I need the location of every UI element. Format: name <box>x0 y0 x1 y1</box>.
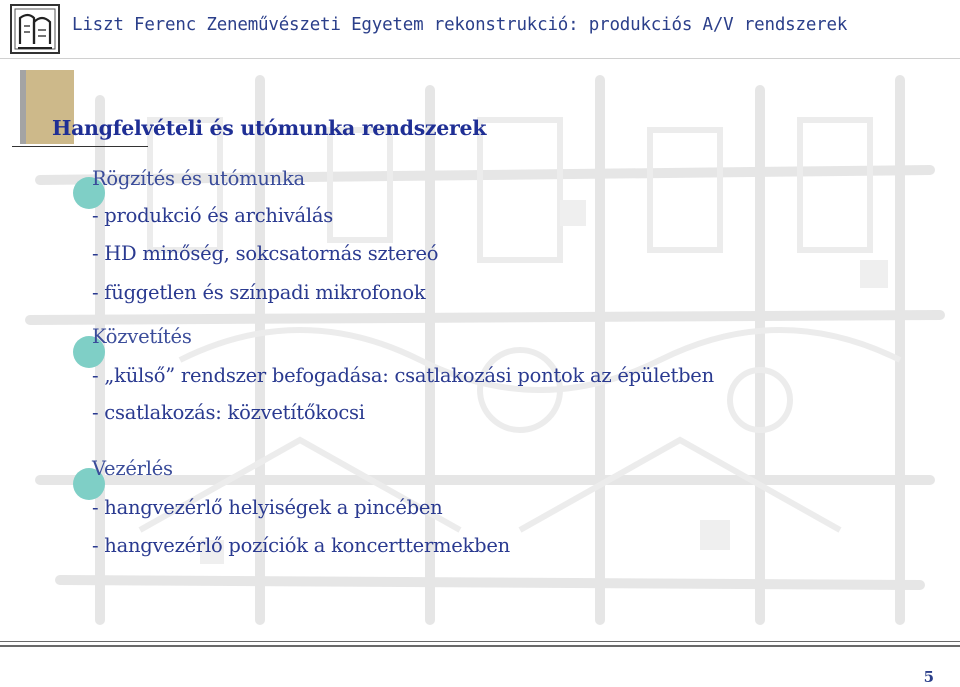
section-heading-broadcast: Közvetítés <box>92 325 192 348</box>
footer-divider-thick <box>0 645 960 647</box>
list-item: - hangvezérlő pozíciók a koncerttermekben <box>92 534 510 557</box>
section-heading-recording: Rögzítés és utómunka <box>92 167 305 190</box>
slide-title: Hangfelvételi és utómunka rendszerek <box>52 116 487 140</box>
list-item: - HD minőség, sokcsatornás sztereó <box>92 242 439 265</box>
list-item: - hangvezérlő helyiségek a pincében <box>92 496 443 519</box>
slide-header <box>0 0 960 60</box>
list-item: - független és színpadi mikrofonok <box>92 281 426 304</box>
section-heading-control: Vezérlés <box>92 457 173 480</box>
page-number: 5 <box>923 668 934 686</box>
header-title: Liszt Ferenc Zeneművészeti Egyetem rekonstrukció: produkciós A/V rendszerek <box>72 15 848 35</box>
list-item: - produkció és archiválás <box>92 204 333 227</box>
list-item: - csatlakozás: közvetítőkocsi <box>92 401 365 424</box>
footer-divider <box>0 641 960 642</box>
list-item: - „külső” rendszer befogadása: csatlakozási pontok az épületben <box>92 364 714 387</box>
header-divider <box>0 58 960 59</box>
title-underline <box>12 146 148 147</box>
university-logo-icon <box>10 4 60 54</box>
